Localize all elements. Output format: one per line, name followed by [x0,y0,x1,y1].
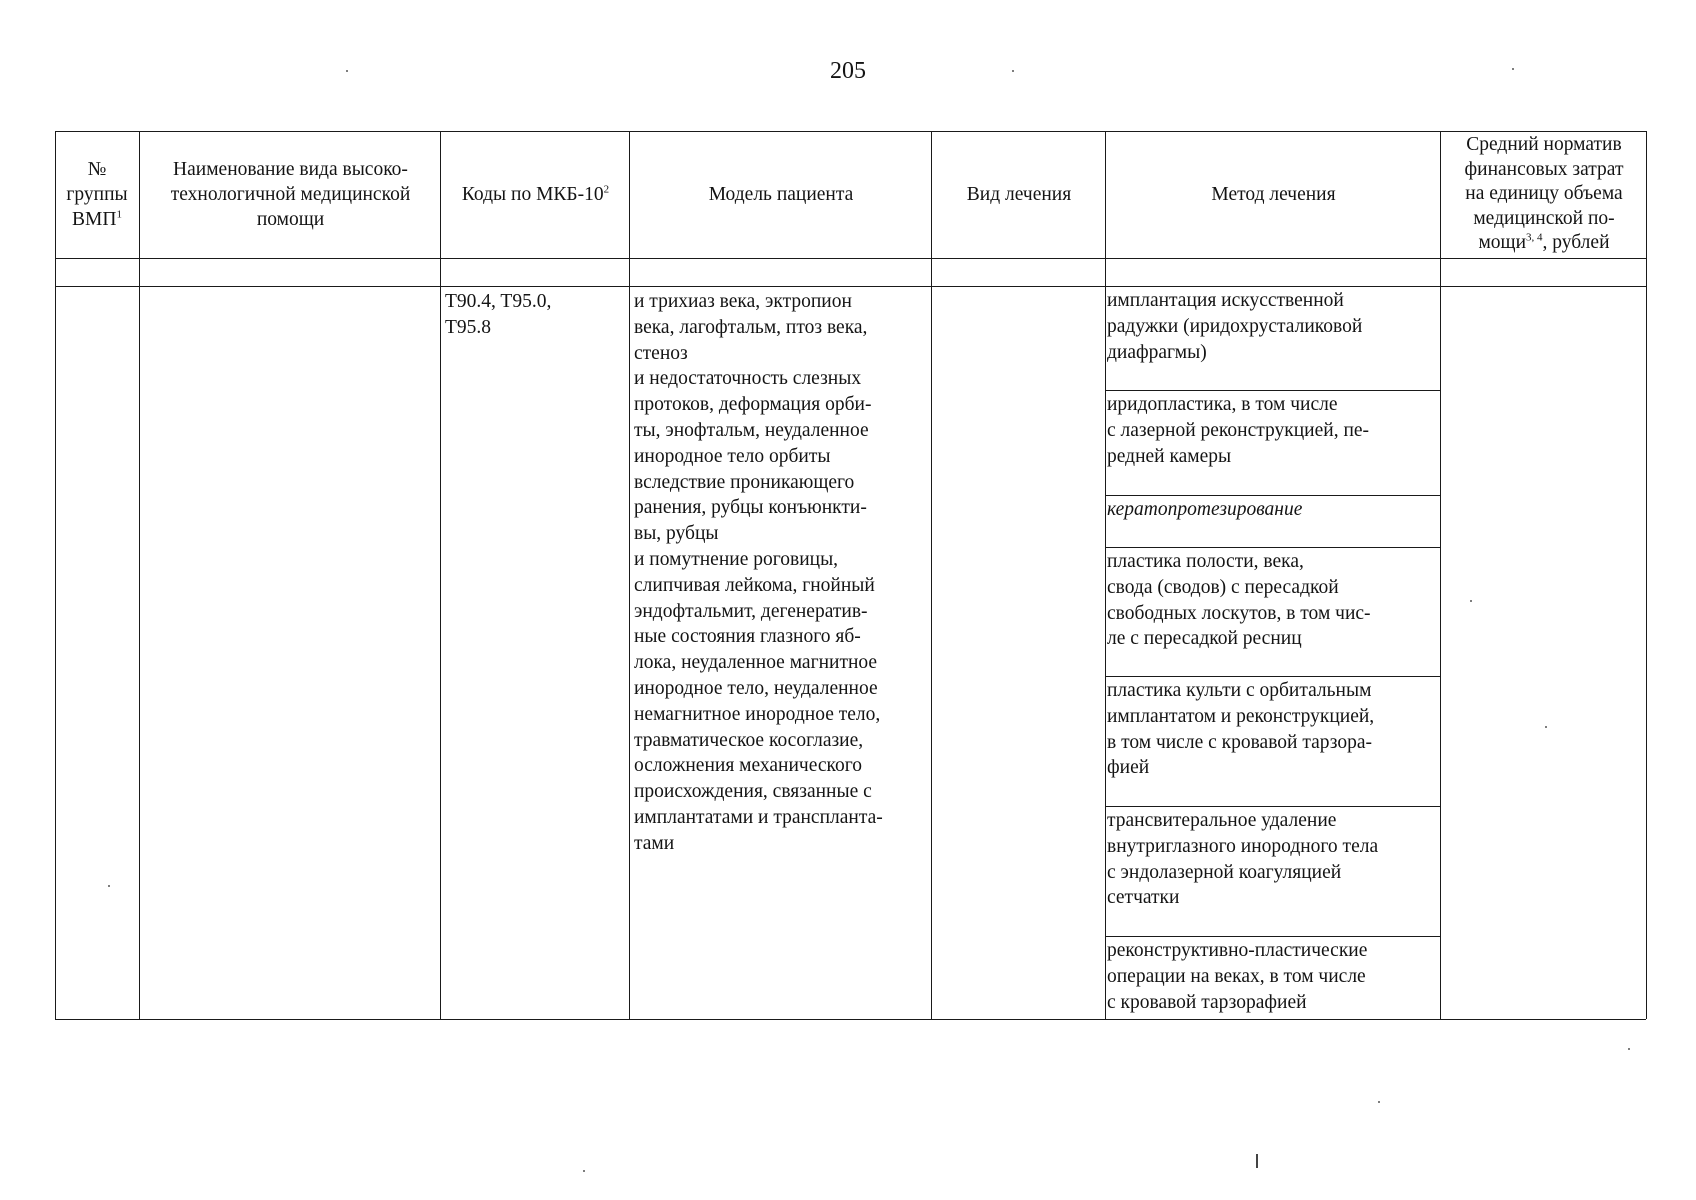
column-divider [1105,131,1106,1019]
header-icd-codes: Коды по МКБ-$10^2$ [461,183,610,205]
header-treatment-type: Вид лечения [966,184,1072,205]
method-item: реконструктивно-пластические операции на веках, в том числе с кровавой тарзорафией [1107,940,1368,1013]
scan-speck [1378,1101,1380,1103]
method-item: иридопластика, в том числе с лазерной реконструкцией, пе- редней камеры [1107,394,1370,467]
method-divider [1105,495,1440,496]
method-item: кератопротезирование [1107,499,1303,520]
number-row-divider [55,286,1646,287]
scan-speck [1512,68,1514,70]
header-care-type-name: Наименование вида высоко- технологичной медицинской помощи [170,159,411,230]
scan-speck [583,1170,585,1172]
table-border-left [55,131,56,1019]
scan-speck [1012,70,1014,72]
table-border-right [1646,131,1647,1019]
scan-speck [346,70,348,72]
header-patient-model: Модель пациента [708,184,854,205]
header-divider [55,258,1646,259]
scan-speck [108,885,110,887]
header-group-no: № группы ВМП$^1$ [66,159,128,230]
method-divider [1105,936,1440,937]
column-divider [931,131,932,1019]
scan-mark [1256,1154,1258,1168]
method-item: имплантация искусственной радужки (иридохрусталиковой диафрагмы) [1107,290,1363,363]
method-divider [1105,676,1440,677]
column-divider [139,131,140,1019]
method-divider [1105,390,1440,391]
vmp-table [55,131,1646,1019]
header-treatment-method: Метод лечения [1211,184,1336,205]
method-item: пластика культи с орбитальным имплантатом и реконструкцией, в том числе с кровавой тарзора- фией [1107,680,1375,779]
page-number: 205 [830,58,866,84]
method-item: пластика полости, века, свода (сводов) с пересадкой свободных лоскутов, в том чис- ле с пересадкой ресниц [1107,551,1371,650]
scan-speck [1470,600,1472,602]
method-divider [1105,806,1440,807]
table-border-bottom [55,1019,1646,1020]
header-average-cost: Средний норматив финансовых затрат на единицу объема медицинской по- мощи$^{3, 4}$, рублей [1464,134,1624,254]
patient-model-cell: и трихиаз века, эктропион века, лагофтальм, птоз века, стеноз и недостаточность слезных протоков, деформация орби- ты, энофтальм, неудаленное инородное тело орбиты вследствие проникающего ранения, рубцы конъюнкти- вы, рубцы и помутнение роговицы, слипчивая лейкома, гнойный эндофтальмит, дегенератив- ные состояния глазного яб- лока, неудаленное магнитное инородное тело, неудаленное немагнитное инородное тело, травматическое косоглазие, осложнения механического происхождения, связанные с имплантатами и транспланта- тами [634,291,883,854]
icd-codes-cell: T90.4, T95.0, T95.8 [445,291,552,338]
scan-speck [1545,726,1547,728]
scan-speck [1628,1048,1630,1050]
column-divider [629,131,630,1019]
method-divider [1105,547,1440,548]
method-item: трансвитеральное удаление внутриглазного инородного тела с эндолазерной коагуляцией сетчатки [1107,810,1379,909]
column-divider [440,131,441,1019]
